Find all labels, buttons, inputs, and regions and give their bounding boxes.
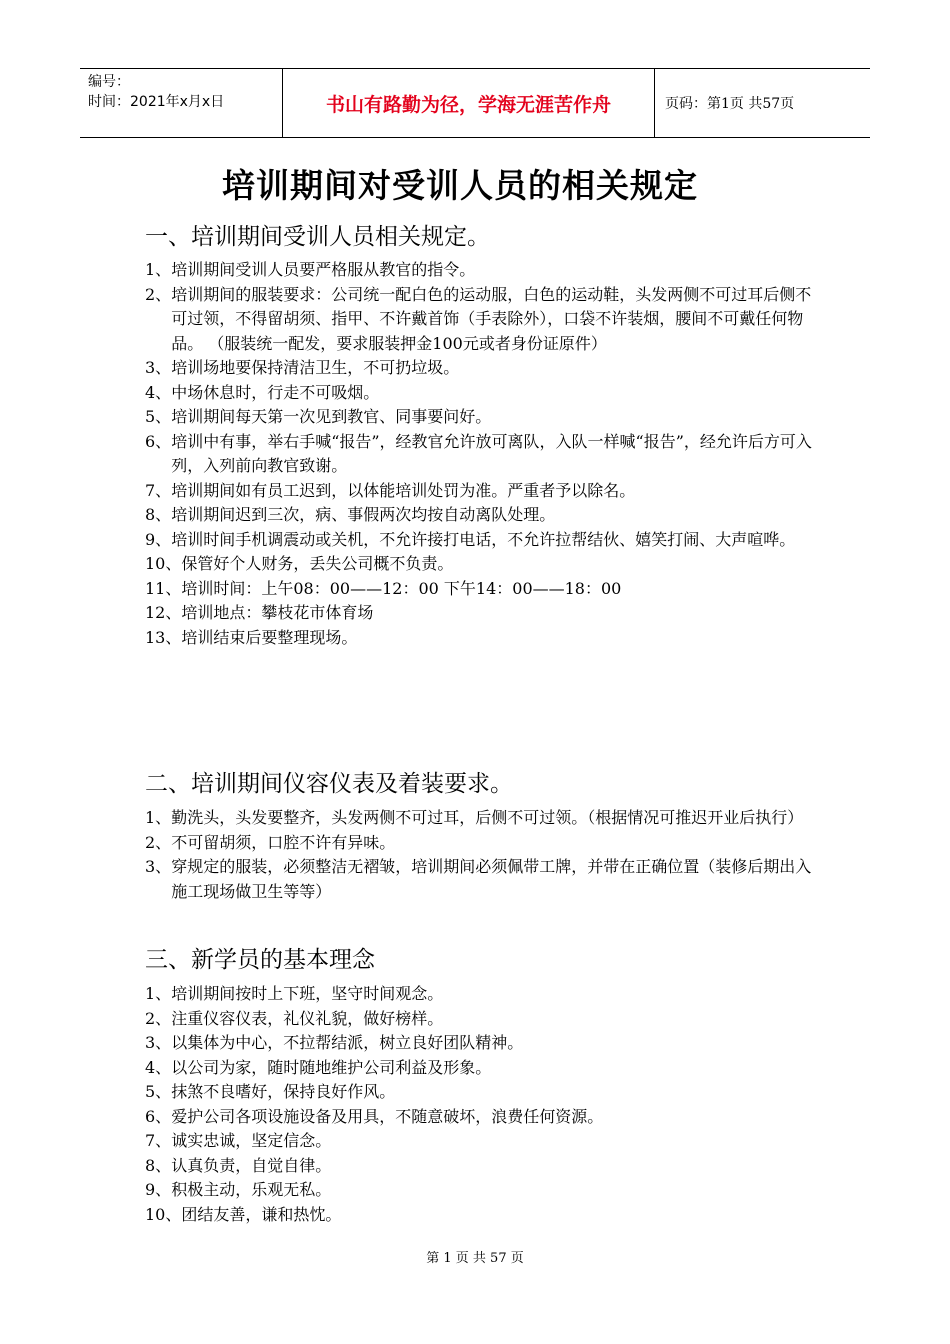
document-title: 培训期间对受训人员的相关规定 xyxy=(222,166,698,205)
list-item: 6、 培训中有事，举右手喊“报告”，经教官允许放可离队，入队一样喊“报告”，经允许后方可入列，入列前向教官致谢。 xyxy=(145,431,812,475)
list-item: 10、 保管好个人财务，丢失公司概不负责。 xyxy=(145,554,454,573)
number-label: 编号： xyxy=(88,74,130,90)
section-heading: 一、培训期间受训人员相关规定。 xyxy=(145,224,490,250)
list-item: 3、 以集体为中心，不拉帮结派，树立良好团队精神。 xyxy=(145,1033,524,1052)
list-item: 11、 培训时间：上午08：00——12：00 下午14：00——18：00 xyxy=(145,578,622,598)
section-2-list xyxy=(145,806,825,904)
header-motto: 书山有路勤为径，学海无涯苦作舟 xyxy=(282,69,655,137)
section-3-list xyxy=(145,982,825,1227)
list-item: 1、 培训期间按时上下班，坚守时间观念。 xyxy=(145,984,444,1003)
list-item: 2、 培训期间的服装要求：公司统一配白色的运动服，白色的运动鞋，头发两侧不可过耳后侧不可过领，不得留胡须、指甲、不许戴首饰（手表除外），口袋不许装烟，腰间不可戴任何物品。 （服装统一配发，要求服装押金100元或者身份证原件） xyxy=(145,284,812,353)
header-meta xyxy=(80,69,282,137)
list-item: 6、 爱护公司各项设施设备及用具，不随意破坏，浪费任何资源。 xyxy=(145,1106,604,1126)
header-page-info: 页码：第1页 共57页 xyxy=(665,96,795,112)
list-item: 1、 勤洗头，头发要整齐，头发两侧不可过耳，后侧不可过领。（根据情况可推迟开业后执行） xyxy=(145,808,804,827)
list-item: 1、 培训期间受训人员要严格服从教官的指令。 xyxy=(145,260,476,279)
list-item: 4、 中场休息时，行走不可吸烟。 xyxy=(145,382,380,402)
list-item: 12、 培训地点：攀枝花市体育场 xyxy=(145,603,374,622)
list-item: 3、 培训场地要保持清洁卫生，不可扔垃圾。 xyxy=(145,358,460,377)
list-item: 5、 抹煞不良嗜好，保持良好作风。 xyxy=(145,1082,396,1101)
list-item: 3、 穿规定的服装，必须整洁无褶皱，培训期间必须佩带工牌，并带在正确位置（装修后期出入施工现场做卫生等等） xyxy=(145,857,812,901)
time-label: 时间：2021年x月x日 xyxy=(88,94,225,110)
list-item: 5、 培训期间每天第一次见到教官、同事要问好。 xyxy=(145,407,492,426)
list-item: 8、 认真负责，自觉自律。 xyxy=(145,1155,332,1175)
list-item: 9、 培训时间手机调震动或关机，不允许接打电话，不允许拉帮结伙、嬉笑打闹、大声喧哗。 xyxy=(145,529,796,549)
list-item: 7、 培训期间如有员工迟到，以体能培训处罚为准。严重者予以除名。 xyxy=(145,480,636,500)
list-item: 10、 团结友善，谦和热忱。 xyxy=(145,1204,342,1224)
list-item: 7、 诚实忠诚，坚定信念。 xyxy=(145,1131,332,1150)
list-item: 13、 培训结束后要整理现场。 xyxy=(145,627,358,647)
list-item: 4、 以公司为家，随时随地维护公司利益及形象。 xyxy=(145,1057,492,1077)
list-item: 2、 不可留胡须，口腔不许有异味。 xyxy=(145,832,396,852)
list-item: 9、 积极主动，乐观无私。 xyxy=(145,1180,332,1199)
section-heading: 二、培训期间仪容仪表及着装要求。 xyxy=(145,771,513,797)
page-footer: 第 1 页 共 57 页 xyxy=(426,1251,524,1266)
section-heading: 三、新学员的基本理念 xyxy=(145,947,375,973)
section-1-list xyxy=(145,258,825,650)
page-header xyxy=(80,68,870,138)
list-item: 8、 培训期间迟到三次，病、事假两次均按自动离队处理。 xyxy=(145,505,556,524)
list-item: 2、 注重仪容仪表，礼仪礼貌，做好榜样。 xyxy=(145,1008,444,1028)
